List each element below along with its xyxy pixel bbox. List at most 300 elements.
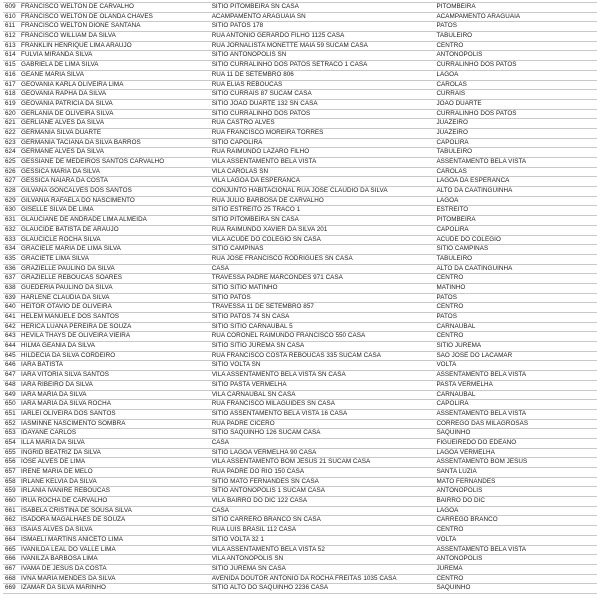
row-number-cell: 644: [3, 342, 19, 352]
locality-cell: SAQUINHO: [434, 584, 597, 594]
person-name-cell: GESSICA NAIARA DA COSTA: [19, 177, 210, 187]
table-row: [3, 22, 597, 32]
table-row: [3, 177, 597, 187]
table-row: [3, 516, 597, 526]
address-cell: SITIO CAMPINAS: [210, 245, 435, 255]
row-number-cell: 669: [3, 584, 19, 594]
locality-cell: CENTRO: [434, 332, 597, 342]
locality-cell: PITOMBEIRA: [434, 3, 597, 13]
row-number-cell: 652: [3, 419, 19, 429]
address-cell: RUA PADRE DO RIO 150 CASA: [210, 468, 435, 478]
table-row: [3, 148, 597, 158]
row-number-cell: 631: [3, 216, 19, 226]
row-number-cell: 621: [3, 119, 19, 129]
address-cell: SITIO ANTONOPOLIS SN: [210, 51, 435, 61]
address-cell: VILA CAROLAS SN: [210, 167, 435, 177]
table-row: [3, 119, 597, 129]
locality-cell: LAGOA VERMELHA: [434, 448, 597, 458]
locality-cell: ASSENTAMENTO BELA VISTA: [434, 409, 597, 419]
locality-cell: CENTRO: [434, 574, 597, 584]
person-name-cell: IDAYANE CARLOS: [19, 429, 210, 439]
address-cell: SITIO ESTREITO 25 TRACO 1: [210, 206, 435, 216]
person-name-cell: IARA RIBEIRO DA SILVA: [19, 380, 210, 390]
locality-cell: CAPOLIRA: [434, 400, 597, 410]
person-name-cell: FULVIA MIRANDA SILVA: [19, 51, 210, 61]
row-number-cell: 662: [3, 516, 19, 526]
address-cell: RUA ANTONIO GERARDO FILHO 1125 CASA: [210, 32, 435, 42]
row-number-cell: 627: [3, 177, 19, 187]
row-number-cell: 635: [3, 254, 19, 264]
person-name-cell: FRANCISCO WELTON DIONE SANTANA: [19, 22, 210, 32]
locality-cell: ANTONOPOLIS: [434, 555, 597, 565]
table-row: [3, 12, 597, 22]
table-row: [3, 187, 597, 197]
locality-cell: SAQUINHO: [434, 429, 597, 439]
row-number-cell: 614: [3, 51, 19, 61]
row-number-cell: 617: [3, 80, 19, 90]
table-row: [3, 380, 597, 390]
person-name-cell: GABRIELA DE LIMA SILVA: [19, 61, 210, 71]
address-cell: RUA 11 DE SETEMBRO 806: [210, 70, 435, 80]
person-name-cell: GLAUCIDE BATISTA DE ARAUJO: [19, 225, 210, 235]
records-table: [3, 2, 597, 594]
table-row: [3, 555, 597, 565]
locality-cell: ASSENTAMENTO BELA VISTA: [434, 158, 597, 168]
address-cell: CASA: [210, 438, 435, 448]
row-number-cell: 645: [3, 351, 19, 361]
address-cell: SITIO PATOS: [210, 293, 435, 303]
row-number-cell: 664: [3, 535, 19, 545]
row-number-cell: 642: [3, 322, 19, 332]
person-name-cell: IARLEI OLIVEIRA DOS SANTOS: [19, 409, 210, 419]
person-name-cell: GILVANIA RAFAELA DO NASCIMENTO: [19, 196, 210, 206]
table-row: [3, 254, 597, 264]
row-number-cell: 665: [3, 545, 19, 555]
table-row: [3, 429, 597, 439]
locality-cell: CENTRO: [434, 274, 597, 284]
locality-cell: ACAMPAMENTO ARAGUAIA: [434, 12, 597, 22]
row-number-cell: 618: [3, 90, 19, 100]
table-row: [3, 225, 597, 235]
table-row: [3, 545, 597, 555]
row-number-cell: 628: [3, 187, 19, 197]
address-cell: SITIO SITIO CARNAUBAL 5: [210, 322, 435, 332]
row-number-cell: 638: [3, 283, 19, 293]
table-row: [3, 32, 597, 42]
address-cell: SITIO PATOS 74 SN CASA: [210, 313, 435, 323]
person-name-cell: GERMANIA SILVA DUARTE: [19, 128, 210, 138]
address-cell: CONJUNTO HABITACIONAL RUA JOSE CLAUDIO DA SILVA: [210, 187, 435, 197]
address-cell: VILA ASSENTAMENTO BELA VISTA SN CASA: [210, 371, 435, 381]
table-row: [3, 109, 597, 119]
address-cell: SITIO PITOMBEIRA SN CASA: [210, 216, 435, 226]
address-cell: RUA ELIAS REBOUCAS: [210, 80, 435, 90]
person-name-cell: IVANILZA BARBOSA LIMA: [19, 555, 210, 565]
table-row: [3, 458, 597, 468]
address-cell: RUA FRANCISCO MOREIRA TORRES: [210, 128, 435, 138]
row-number-cell: 611: [3, 22, 19, 32]
table-row: [3, 497, 597, 507]
locality-cell: SAO JOSE DO LACAMAR: [434, 351, 597, 361]
person-name-cell: INGRID BEATRIZ DA SILVA: [19, 448, 210, 458]
person-name-cell: ISABELA CRISTINA DE SOUSA SILVA: [19, 506, 210, 516]
locality-cell: JUAZEIRO: [434, 128, 597, 138]
locality-cell: SANTA LUZIA: [434, 468, 597, 478]
row-number-cell: 612: [3, 32, 19, 42]
address-cell: RUA LUIS BRASIL 112 CASA: [210, 526, 435, 536]
row-number-cell: 619: [3, 99, 19, 109]
address-cell: CASA: [210, 506, 435, 516]
locality-cell: PATOS: [434, 22, 597, 32]
locality-cell: ASSENTAMENTO BELA VISTA: [434, 545, 597, 555]
person-name-cell: GRAZIELLE REBOUCAS SOARES: [19, 274, 210, 284]
address-cell: SITIO SITIO JUREMA SN CASA: [210, 342, 435, 352]
row-number-cell: 640: [3, 303, 19, 313]
person-name-cell: IARA VITORIA SILVA SANTOS: [19, 371, 210, 381]
row-number-cell: 659: [3, 487, 19, 497]
address-cell: RUA CASTRO ALVES: [210, 119, 435, 129]
row-number-cell: 663: [3, 526, 19, 536]
table-row: [3, 283, 597, 293]
table-row: [3, 564, 597, 574]
address-cell: SITIO ANTONOPOLIS 1 SUCAM CASA: [210, 487, 435, 497]
records-table-body: [3, 3, 597, 594]
table-row: [3, 487, 597, 497]
locality-cell: CURRAIS: [434, 90, 597, 100]
person-name-cell: IASMINNE NASCIMENTO SOMBRA: [19, 419, 210, 429]
address-cell: RUA FRANCISCO COSTA REBOUCAS 335 SUCAM CASA: [210, 351, 435, 361]
table-row: [3, 138, 597, 148]
address-cell: SITIO PATOS 178: [210, 22, 435, 32]
table-row: [3, 526, 597, 536]
person-name-cell: GRAZIELLE PAULINO DA SILVA: [19, 264, 210, 274]
row-number-cell: 623: [3, 138, 19, 148]
row-number-cell: 650: [3, 400, 19, 410]
row-number-cell: 667: [3, 564, 19, 574]
locality-cell: ACUDE DO COLEGIO: [434, 235, 597, 245]
row-number-cell: 609: [3, 3, 19, 13]
locality-cell: ASSENTAMENTO BOM JESUS: [434, 458, 597, 468]
locality-cell: PATOS: [434, 293, 597, 303]
table-row: [3, 167, 597, 177]
person-name-cell: GRACIELE MARIA DE LIMA SILVA: [19, 245, 210, 255]
locality-cell: TABULEIRO: [434, 32, 597, 42]
locality-cell: VOLTA: [434, 535, 597, 545]
person-name-cell: GILVANA GONCALVES DOS SANTOS: [19, 187, 210, 197]
table-row: [3, 371, 597, 381]
person-name-cell: GLAUCIANE DE ANDRADE LIMA ALMEIDA: [19, 216, 210, 226]
address-cell: SITIO SITIO MATINHO: [210, 283, 435, 293]
person-name-cell: HERICA LUANA PEREIRA DE SOUZA: [19, 322, 210, 332]
person-name-cell: IVAMA DE JESUS DA COSTA: [19, 564, 210, 574]
locality-cell: ALTO DA CAATINGUINHA: [434, 187, 597, 197]
address-cell: VILA LAGOA DA ESPERANCA: [210, 177, 435, 187]
address-cell: TRAVESSA 11 DE SETEMBRO 857: [210, 303, 435, 313]
person-name-cell: GEOVANIA KARLA OLIVEIRA LIMA: [19, 80, 210, 90]
locality-cell: CURRALINHO DOS PATOS: [434, 109, 597, 119]
row-number-cell: 629: [3, 196, 19, 206]
row-number-cell: 613: [3, 41, 19, 51]
locality-cell: CORREGO DAS MILAGROSAS: [434, 419, 597, 429]
person-name-cell: FRANCISCO WELTON DE OLANDA CHAVES: [19, 12, 210, 22]
table-row: [3, 535, 597, 545]
address-cell: VILA ANTONOPOLIS SN: [210, 555, 435, 565]
locality-cell: SITIO JUREMA: [434, 342, 597, 352]
address-cell: RUA JULIO BARBOSA DE CARVALHO: [210, 196, 435, 206]
person-name-cell: HELEM MANUELE DOS SANTOS: [19, 313, 210, 323]
person-name-cell: HILDECIA DA SILVA CORDEIRO: [19, 351, 210, 361]
person-name-cell: IZAMAR DA SILVA MARINHO: [19, 584, 210, 594]
table-row: [3, 80, 597, 90]
locality-cell: ALTO DA CAATINGUINHA: [434, 264, 597, 274]
row-number-cell: 668: [3, 574, 19, 584]
locality-cell: LAGOA: [434, 70, 597, 80]
person-name-cell: IRUA ROCHA DE CARVALHO: [19, 497, 210, 507]
locality-cell: ANTONOPOLIS: [434, 487, 597, 497]
locality-cell: LAGOA: [434, 506, 597, 516]
row-number-cell: 634: [3, 245, 19, 255]
table-row: [3, 468, 597, 478]
person-name-cell: GISELLE SILVA DE LIMA: [19, 206, 210, 216]
locality-cell: CARNAUBAL: [434, 390, 597, 400]
person-name-cell: IARA MARIA DA SILVA ROCHA: [19, 400, 210, 410]
address-cell: VILA CARNAUBAL SN CASA: [210, 390, 435, 400]
locality-cell: CAROLAS: [434, 80, 597, 90]
address-cell: ACAMPAMENTO ARAGUAIA SN: [210, 12, 435, 22]
table-row: [3, 342, 597, 352]
row-number-cell: 625: [3, 158, 19, 168]
address-cell: RUA PADRE CICERO: [210, 419, 435, 429]
table-row: [3, 303, 597, 313]
row-number-cell: 632: [3, 225, 19, 235]
row-number-cell: 654: [3, 438, 19, 448]
person-name-cell: IRLANIA IVANIRE REBOUCAS: [19, 487, 210, 497]
row-number-cell: 610: [3, 12, 19, 22]
row-number-cell: 626: [3, 167, 19, 177]
address-cell: SITIO LAGOA VERMELHA 90 CASA: [210, 448, 435, 458]
row-number-cell: 666: [3, 555, 19, 565]
row-number-cell: 622: [3, 128, 19, 138]
person-name-cell: IARA MARIA DA SILVA: [19, 390, 210, 400]
row-number-cell: 656: [3, 458, 19, 468]
address-cell: SITIO VOLTA 32 1: [210, 535, 435, 545]
locality-cell: JUAZEIRO: [434, 119, 597, 129]
row-number-cell: 655: [3, 448, 19, 458]
table-row: [3, 158, 597, 168]
table-row: [3, 51, 597, 61]
address-cell: RUA JOSE FRANCISCO RODRIGUES SN CASA: [210, 254, 435, 264]
table-row: [3, 448, 597, 458]
person-name-cell: FRANCISCO WILLIAM DA SILVA: [19, 32, 210, 42]
row-number-cell: 639: [3, 293, 19, 303]
table-row: [3, 3, 597, 13]
address-cell: RUA JORNALISTA MONETTE MAIA 59 SUCAM CASA: [210, 41, 435, 51]
locality-cell: SITIO CAMPINAS: [434, 245, 597, 255]
table-row: [3, 70, 597, 80]
person-name-cell: GERLIANE ALVES DA SILVA: [19, 119, 210, 129]
address-cell: VILA ASSENTAMENTO BOM JESUS 21 SUCAM CASA: [210, 458, 435, 468]
locality-cell: LAGOA DA ESPERANCA: [434, 177, 597, 187]
locality-cell: CAROLAS: [434, 167, 597, 177]
table-row: [3, 477, 597, 487]
table-row: [3, 584, 597, 594]
address-cell: SITIO SAQUINHO 126 SUCAM CASA: [210, 429, 435, 439]
locality-cell: ASSENTAMENTO BELA VISTA: [434, 371, 597, 381]
person-name-cell: GUEDERIA PAULINO DA SILVA: [19, 283, 210, 293]
address-cell: SITIO CURRALINHO DOS PATOS SETRACO 1 CASA: [210, 61, 435, 71]
row-number-cell: 647: [3, 371, 19, 381]
row-number-cell: 657: [3, 468, 19, 478]
row-number-cell: 653: [3, 429, 19, 439]
person-name-cell: GESSIANE DE MEDEIROS SANTOS CARVALHO: [19, 158, 210, 168]
row-number-cell: 641: [3, 313, 19, 323]
row-number-cell: 646: [3, 361, 19, 371]
address-cell: VILA ASSENTAMENTO BELA VISTA: [210, 158, 435, 168]
person-name-cell: HARLENE CLAUDIA DA SILVA: [19, 293, 210, 303]
table-row: [3, 390, 597, 400]
table-row: [3, 506, 597, 516]
locality-cell: CARNAUBAL: [434, 322, 597, 332]
table-row: [3, 293, 597, 303]
table-row: [3, 235, 597, 245]
locality-cell: ESTREITO: [434, 206, 597, 216]
row-number-cell: 660: [3, 497, 19, 507]
locality-cell: PATOS: [434, 313, 597, 323]
table-row: [3, 264, 597, 274]
locality-cell: PITOMBEIRA: [434, 216, 597, 226]
table-row: [3, 419, 597, 429]
person-name-cell: GEANE MARIA SILVA: [19, 70, 210, 80]
locality-cell: CAPOLIRA: [434, 138, 597, 148]
row-number-cell: 620: [3, 109, 19, 119]
table-row: [3, 361, 597, 371]
row-number-cell: 649: [3, 390, 19, 400]
table-row: [3, 128, 597, 138]
person-name-cell: IRENE MARIA DE MELO: [19, 468, 210, 478]
person-name-cell: GERMANIA TACIANA DA SILVA BARROS: [19, 138, 210, 148]
table-row: [3, 313, 597, 323]
row-number-cell: 643: [3, 332, 19, 342]
locality-cell: CAPOLIRA: [434, 225, 597, 235]
locality-cell: CARREGO BRANCO: [434, 516, 597, 526]
address-cell: SITIO MATO FERNANDES SN CASA: [210, 477, 435, 487]
locality-cell: ANTONOPOLIS: [434, 51, 597, 61]
table-row: [3, 409, 597, 419]
row-number-cell: 658: [3, 477, 19, 487]
address-cell: AVENIDA DOUTOR ANTONIO DA ROCHA FREITAS 1035 CASA: [210, 574, 435, 584]
locality-cell: CENTRO: [434, 526, 597, 536]
address-cell: SITIO JOAO DUARTE 132 SN CASA: [210, 99, 435, 109]
person-name-cell: IRLANE KELVIA DA SILVA: [19, 477, 210, 487]
person-name-cell: GLAUCICLE ROCHA SILVA: [19, 235, 210, 245]
address-cell: SITIO ASSENTAMENTO BELA VISTA 16 CASA: [210, 409, 435, 419]
document-sheet: [3, 2, 597, 594]
locality-cell: TABULEIRO: [434, 148, 597, 158]
table-row: [3, 196, 597, 206]
locality-cell: JUREMA: [434, 564, 597, 574]
person-name-cell: ISADORA MAGALHAES DE SOUZA: [19, 516, 210, 526]
locality-cell: JOAO DUARTE: [434, 99, 597, 109]
address-cell: SITIO CAPOLIRA: [210, 138, 435, 148]
table-row: [3, 574, 597, 584]
address-cell: VILA ACUDE DO COLEGIO SN CASA: [210, 235, 435, 245]
locality-cell: BAIRRO DO DIC: [434, 497, 597, 507]
table-row: [3, 332, 597, 342]
address-cell: CASA: [210, 264, 435, 274]
person-name-cell: HILMA GEANIA DA SILVA: [19, 342, 210, 352]
address-cell: TRAVESSA PADRE MARCONDES 971 CASA: [210, 274, 435, 284]
locality-cell: CENTRO: [434, 303, 597, 313]
person-name-cell: IOSE ALVES DE LIMA: [19, 458, 210, 468]
locality-cell: MATO FERNANDES: [434, 477, 597, 487]
person-name-cell: GEOVANIA RAPHA DA SILVA: [19, 90, 210, 100]
row-number-cell: 630: [3, 206, 19, 216]
locality-cell: PASTA VERMELHA: [434, 380, 597, 390]
person-name-cell: ISMAELI MARTINS ANICETO LIMA: [19, 535, 210, 545]
row-number-cell: 636: [3, 264, 19, 274]
address-cell: SITIO PITOMBEIRA SN CASA: [210, 3, 435, 13]
address-cell: SITIO JUREMA SN CASA: [210, 564, 435, 574]
row-number-cell: 633: [3, 235, 19, 245]
address-cell: SITIO VOLTA SN: [210, 361, 435, 371]
address-cell: SITIO PASTA VERMELHA: [210, 380, 435, 390]
person-name-cell: HEITOR OTAVIO DE OLIVEIRA: [19, 303, 210, 313]
address-cell: SITIO CURRALINHO DOS PATOS: [210, 109, 435, 119]
row-number-cell: 651: [3, 409, 19, 419]
locality-cell: VOLTA: [434, 361, 597, 371]
person-name-cell: HEVILA THAYS DE OLIVEIRA VIEIRA: [19, 332, 210, 342]
person-name-cell: ISAIAS ALVES DA SILVA: [19, 526, 210, 536]
table-row: [3, 41, 597, 51]
address-cell: RUA RAIMUNDO XAVIER DA SILVA 201: [210, 225, 435, 235]
locality-cell: LAGOA: [434, 196, 597, 206]
table-row: [3, 322, 597, 332]
table-row: [3, 90, 597, 100]
table-row: [3, 274, 597, 284]
locality-cell: FIGUEIREDO DO EDEANO: [434, 438, 597, 448]
person-name-cell: GRACIETE LIMA SILVA: [19, 254, 210, 264]
person-name-cell: GERMANE ALVES DA SILVA: [19, 148, 210, 158]
person-name-cell: IVANILDA LEAL DO VALLE LIMA: [19, 545, 210, 555]
table-row: [3, 351, 597, 361]
person-name-cell: GESSICA MARIA DA SILVA: [19, 167, 210, 177]
locality-cell: CURRALINHO DOS PATOS: [434, 61, 597, 71]
table-row: [3, 206, 597, 216]
row-number-cell: 615: [3, 61, 19, 71]
row-number-cell: 661: [3, 506, 19, 516]
row-number-cell: 616: [3, 70, 19, 80]
person-name-cell: IARA BATISTA: [19, 361, 210, 371]
person-name-cell: FRANKLIN HENRIQUE LIMA ARAUJO: [19, 41, 210, 51]
address-cell: RUA RAIMUNDO LAZARO FILHO: [210, 148, 435, 158]
row-number-cell: 624: [3, 148, 19, 158]
address-cell: SITIO CARRERO BRANCO SN CASA: [210, 516, 435, 526]
row-number-cell: 648: [3, 380, 19, 390]
address-cell: RUA FRANCISCO MILAGUIDES SN CASA: [210, 400, 435, 410]
table-row: [3, 216, 597, 226]
row-number-cell: 637: [3, 274, 19, 284]
table-row: [3, 61, 597, 71]
address-cell: VILA BAIRRO DO DIC 122 CASA: [210, 497, 435, 507]
locality-cell: MATINHO: [434, 283, 597, 293]
person-name-cell: GERLANIA DE OLIVEIRA SILVA: [19, 109, 210, 119]
person-name-cell: IVNA MARIA MENDES DA SILVA: [19, 574, 210, 584]
table-row: [3, 438, 597, 448]
person-name-cell: ILLA MARIA DA SILVA: [19, 438, 210, 448]
person-name-cell: FRANCISCO WELTON DE CARVALHO: [19, 3, 210, 13]
person-name-cell: GEOVANIA PATRICIA DA SILVA: [19, 99, 210, 109]
locality-cell: TABULEIRO: [434, 254, 597, 264]
